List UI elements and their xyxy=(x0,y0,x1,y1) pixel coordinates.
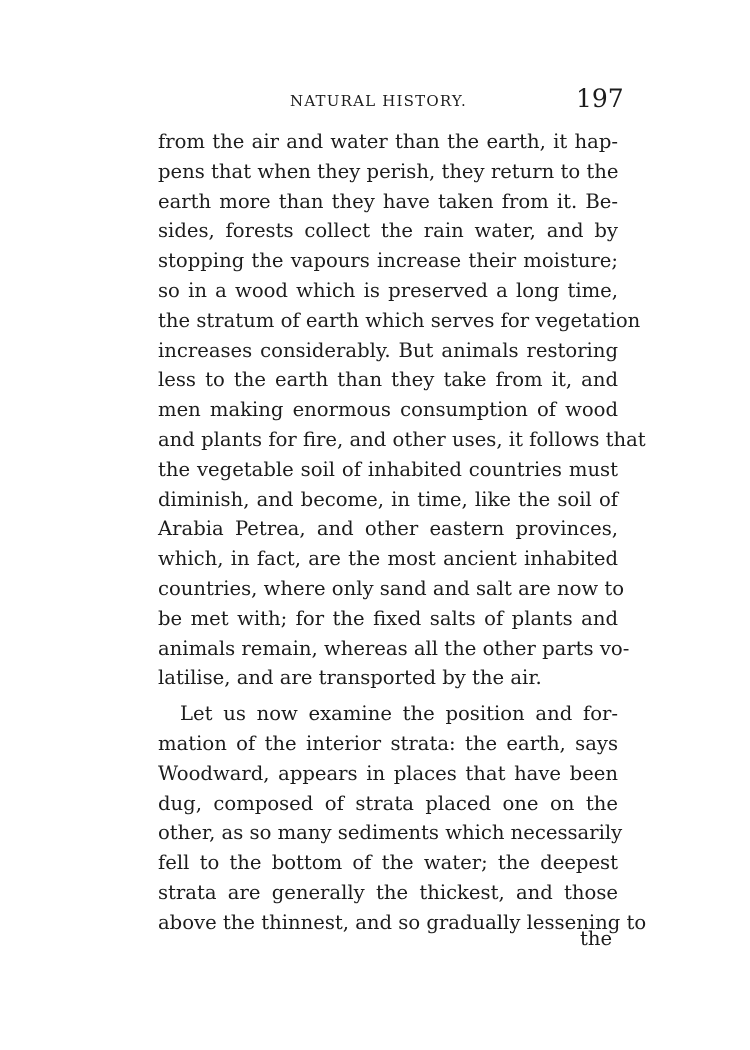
text-line: so in a wood which is preserved a long time, xyxy=(158,278,618,302)
text-line: stopping the vapours increase their moisture; xyxy=(158,249,618,273)
text-line: other, as so many sediments which necessarily xyxy=(158,821,623,845)
text-line: and plants for fire, and other uses, it follows that xyxy=(158,427,646,451)
text-line: fell to the bottom of the water; the deepest xyxy=(158,851,618,875)
catchword: the xyxy=(580,927,613,950)
text-line: from the air and water than the earth, it hap- xyxy=(158,130,618,153)
text-line: mation of the interior strata: the earth, says xyxy=(158,731,618,755)
text-line: strata are generally the thickest, and those xyxy=(158,880,618,904)
text-line: be met with; for the fixed salts of plants and xyxy=(158,606,618,630)
text-line: Woodward, appears in places that have been xyxy=(158,761,618,785)
text-line: earth more than they have taken from it. Be- xyxy=(158,189,618,213)
text-line: dug, composed of strata placed one on the xyxy=(158,791,618,815)
running-head: NATURAL HISTORY. xyxy=(290,92,467,110)
text-line: sides, forests collect the rain water, and by xyxy=(158,219,618,243)
text-line: animals remain, whereas all the other parts vo- xyxy=(158,636,630,660)
text-line: the vegetable soil of inhabited countries must xyxy=(158,457,618,481)
text-line: less to the earth than they take from it, and xyxy=(158,368,618,392)
text-line: men making enormous consumption of wood xyxy=(158,398,618,422)
text-line: above the thinnest, and so gradually lessening to xyxy=(158,910,647,934)
text-line: pens that when they perish, they return to the xyxy=(158,159,619,183)
text-line: Arabia Petrea, and other eastern provinces, xyxy=(158,517,618,541)
text-line: the stratum of earth which serves for vegetation xyxy=(158,308,641,332)
body-text xyxy=(158,127,647,938)
page-number: 197 xyxy=(576,84,624,113)
text-line-first: Let us now examine the position and for- xyxy=(180,702,618,726)
text-line: countries, where only sand and salt are now to xyxy=(158,576,625,600)
text-line-last: latilise, and are transported by the air. xyxy=(158,666,542,690)
text-line: increases considerably. But animals restoring xyxy=(158,338,618,362)
text-line: diminish, and become, in time, like the soil of xyxy=(158,487,618,511)
text-line: which, in fact, are the most ancient inhabited xyxy=(158,547,618,571)
